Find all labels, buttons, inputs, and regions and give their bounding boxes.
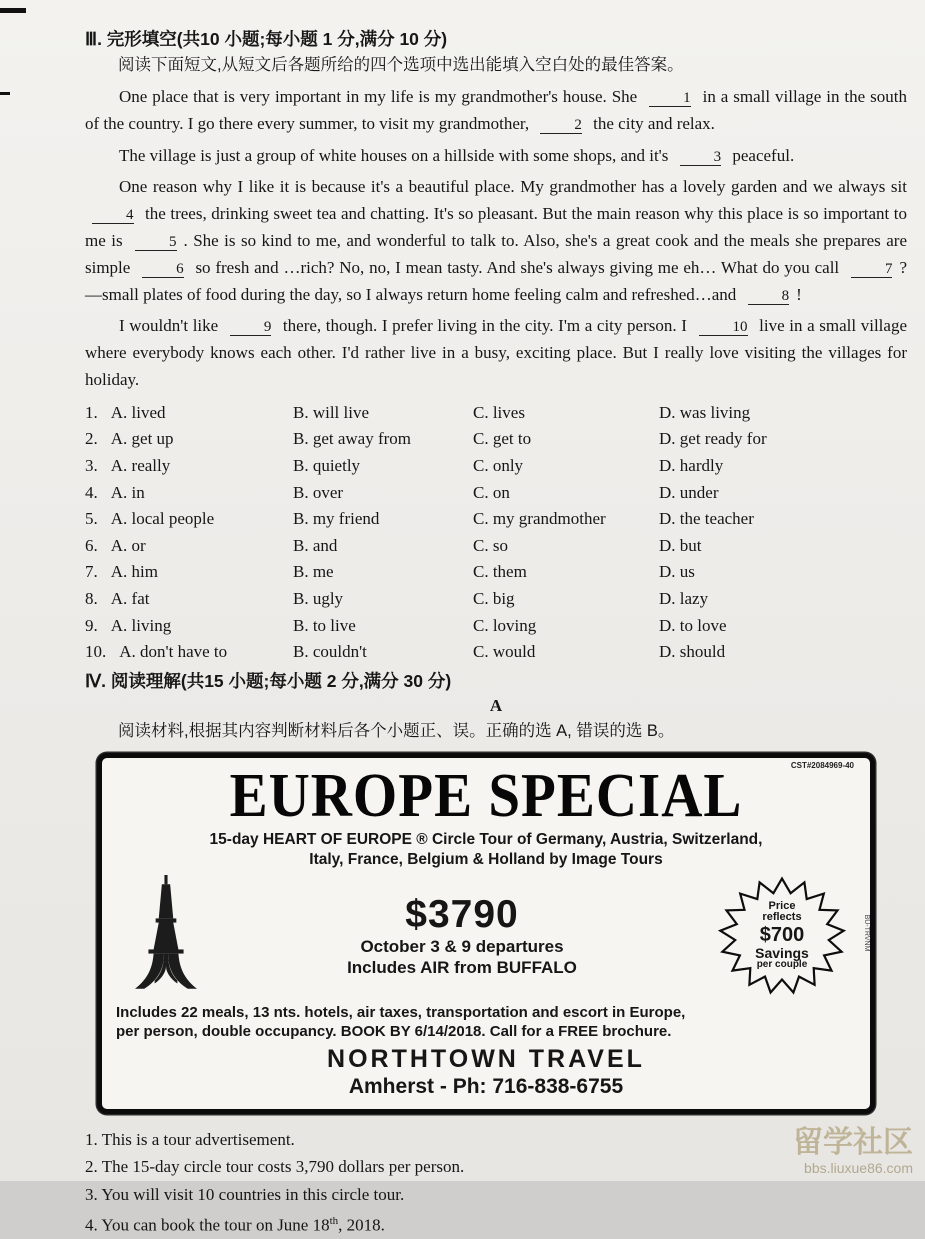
option-c: C. big	[473, 588, 515, 608]
cloze-blank: 4	[92, 207, 134, 224]
question-number: 6.	[85, 535, 98, 555]
option-d: D. under	[659, 482, 719, 502]
badge-line: reflects	[762, 911, 802, 924]
option-d: D. but	[659, 535, 702, 555]
savings-badge-text	[714, 872, 850, 1000]
option-b: B. to live	[293, 615, 356, 635]
option-c: C. them	[473, 562, 527, 582]
question-number-and-option-a	[85, 480, 293, 507]
ad-air-line: Includes AIR from BUFFALO	[347, 957, 577, 977]
ad-agency-name: NORTHTOWN TRAVEL	[327, 1044, 645, 1073]
cloze-blank: 5	[135, 234, 177, 251]
option-d: D. lazy	[659, 588, 709, 608]
passage-paragraph: One place that is very important in my life is my grandmother's house. She 1 in a small village in the south of the country. I go there every summer, to visit my grandmother, 2 the city and relax.	[85, 87, 907, 133]
option-a: A. lived	[110, 402, 166, 422]
watermark-url: bbs.liuxue86.com	[804, 1160, 913, 1176]
question-row-3	[85, 453, 907, 480]
question-number-and-option-a	[85, 586, 293, 613]
option-b: B. get away from	[293, 429, 412, 449]
question-number: 2.	[85, 429, 98, 449]
ad-middle-row	[114, 870, 858, 1000]
savings-starburst-badge	[714, 872, 850, 1000]
question-row-4	[85, 480, 907, 507]
cloze-blank: 9	[230, 319, 272, 336]
option-d: D. to love	[659, 615, 727, 635]
option-b: B. couldn't	[293, 642, 367, 662]
section3-heading: Ⅲ. 完形填空(共10 小题;每小题 1 分,满分 10 分)	[85, 29, 448, 49]
option-b: B. and	[293, 535, 338, 555]
option-b: B. will live	[293, 402, 370, 422]
question-number-and-option-a	[85, 613, 293, 640]
option-d: D. was living	[659, 402, 751, 422]
section4-instruction: 阅读材料,根据其内容判断材料后各个小题正、误。正确的选 A, 错误的选 B。	[118, 721, 675, 740]
options-table	[85, 400, 907, 666]
option-a: A. him	[110, 562, 158, 582]
scan-artifact	[0, 8, 26, 13]
passage-paragraph: One reason why I like it is because it's a beautiful place. My grandmother has a lovely garden and we always sit 4 the trees, drinking sweet tea and chatting. It's so pleasant. But the main reason why this place is so important to me is 5 . She is so kind to me, and wonderful to talk to. Also, she's a great cook and the meals she prepares are simple 6 so fresh and …rich? No, no, I mean tasty. And she's always giving me eh… What do you call 7 ? —small plates of food during the day, so I always return home feeling calm and refreshed…and 8 !	[85, 177, 907, 304]
question-row-8	[85, 586, 907, 613]
option-c: C. so	[473, 535, 508, 555]
europe-special-advertisement	[97, 753, 875, 1114]
ad-price: $3790	[405, 892, 519, 936]
part-a-label: A	[489, 695, 503, 715]
option-d: D. us	[659, 562, 695, 582]
option-d: D. the teacher	[659, 509, 754, 529]
question-number: 3.	[85, 455, 98, 475]
option-b: B. me	[293, 562, 334, 582]
ad-details-line1: Includes 22 meals, 13 nts. hotels, air taxes, transportation and escort in Europe,	[116, 1003, 686, 1021]
ad-price-block	[210, 894, 714, 978]
section3-instruction: 阅读下面短文,从短文后各题所给的四个选项中选出能填入空白处的最佳答案。	[118, 56, 684, 74]
question-number-and-option-a	[85, 506, 293, 533]
badge-line: Price	[768, 900, 796, 913]
question-row-5	[85, 506, 907, 533]
ad-contact-line: Amherst - Ph: 716-838-6755	[348, 1074, 624, 1098]
statement-1: 1. This is a tour advertisement.	[85, 1129, 295, 1149]
option-c: C. loving	[473, 615, 537, 635]
cloze-blank: 10	[699, 319, 748, 336]
question-number: 1.	[85, 402, 98, 422]
badge-line: per couple	[756, 958, 808, 970]
option-a: A. don't have to	[119, 642, 228, 662]
badge-line: Savings	[755, 944, 809, 961]
option-c: C. only	[473, 455, 524, 475]
option-d: D. hardly	[659, 455, 724, 475]
question-row-6	[85, 533, 907, 560]
watermark	[793, 1127, 913, 1177]
cloze-blank: 1	[649, 90, 691, 107]
statement-4: 4. You can book the tour on June 18th, 2018.	[85, 1215, 385, 1235]
option-b: B. over	[293, 482, 344, 502]
question-number-and-option-a	[85, 559, 293, 586]
question-number: 8.	[85, 588, 98, 608]
eiffel-tower-icon	[122, 875, 210, 997]
option-c: C. on	[473, 482, 510, 502]
option-a: A. really	[110, 455, 171, 475]
scan-artifact	[0, 92, 10, 95]
cloze-blank: 8	[748, 288, 790, 305]
option-a: A. get up	[110, 429, 174, 449]
option-d: D. should	[659, 642, 726, 662]
ad-departures: October 3 & 9 departures	[360, 936, 564, 956]
question-row-1	[85, 400, 907, 427]
passage-paragraph: I wouldn't like 9 there, though. I prefer living in the city. I'm a city person. I 10 live in a small village where everybody knows each other. I'd rather live in a busy, exciting place. But I really love visiting the villages for holiday.	[85, 316, 907, 389]
question-row-10	[85, 639, 907, 666]
question-row-9	[85, 613, 907, 640]
option-a: A. fat	[110, 588, 150, 608]
question-row-7	[85, 559, 907, 586]
option-b: B. ugly	[293, 588, 344, 608]
question-row-2	[85, 426, 907, 453]
question-number-and-option-a	[85, 533, 293, 560]
option-c: C. lives	[473, 402, 525, 422]
statement-2: 2. The 15-day circle tour costs 3,790 dollars per person.	[85, 1157, 465, 1177]
ad-details-line2: per person, double occupancy. BOOK BY 6/14/2018. Call for a FREE brochure.	[116, 1023, 672, 1041]
option-c: C. would	[473, 642, 536, 662]
option-c: C. get to	[473, 429, 532, 449]
passage-paragraph: The village is just a group of white houses on a hillside with some shops, and it's 3 peaceful.	[119, 145, 795, 165]
ad-license-code: CST#2084969-40	[790, 760, 854, 770]
ad-subtitle-line1: 15-day HEART OF EUROPE ® Circle Tour of Germany, Austria, Switzerland,	[209, 830, 763, 848]
option-a: A. living	[110, 615, 172, 635]
cloze-blank: 6	[142, 261, 184, 278]
option-b: B. my friend	[293, 509, 380, 529]
true-false-statements	[85, 1126, 907, 1239]
question-number-and-option-a	[85, 639, 293, 666]
question-number: 9.	[85, 615, 98, 635]
option-d: D. get ready for	[659, 429, 767, 449]
cloze-passage	[85, 84, 907, 394]
question-number-and-option-a	[85, 453, 293, 480]
question-number-and-option-a	[85, 426, 293, 453]
watermark-name: 留学社区	[793, 1126, 913, 1159]
cloze-blank: 3	[680, 149, 722, 166]
ad-title: EUROPE SPECIAL	[229, 760, 743, 830]
cloze-blank: 7	[851, 261, 893, 278]
question-number: 7.	[85, 562, 98, 582]
question-number-and-option-a	[85, 400, 293, 427]
section4-heading: Ⅳ. 阅读理解(共15 小题;每小题 2 分,满分 30 分)	[85, 670, 452, 691]
ad-vertical-code: BU-TRVNM	[863, 914, 870, 952]
question-number: 10.	[85, 642, 107, 662]
cloze-blank: 2	[540, 117, 582, 134]
option-a: A. or	[110, 535, 146, 555]
ad-subtitle-line2: Italy, France, Belgium & Holland by Image Tours	[309, 850, 663, 868]
badge-line: $700	[759, 923, 805, 946]
option-b: B. quietly	[293, 455, 361, 475]
statement-3: 3. You will visit 10 countries in this circle tour.	[85, 1184, 405, 1204]
question-number: 5.	[85, 509, 98, 529]
superscript: th	[329, 1215, 339, 1228]
question-number: 4.	[85, 482, 98, 502]
option-a: A. local people	[110, 509, 215, 529]
option-c: C. my grandmother	[473, 509, 606, 529]
option-a: A. in	[110, 482, 145, 502]
